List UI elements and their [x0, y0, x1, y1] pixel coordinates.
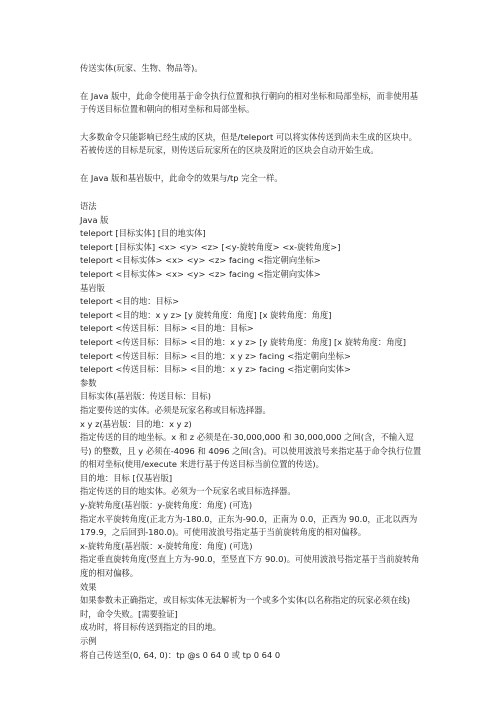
parameter-name: 目的地：目标 [仅基岩版]	[80, 472, 173, 483]
bedrock-syntax-line: teleport <目的地：x y z> [y 旋转角度：角度] [x 旋转角度：角度]	[80, 309, 332, 320]
java-syntax-line: teleport [目标实体] <x> <y> <z> [<y-旋转角度> <x-旋转角度>]	[80, 241, 341, 252]
command-reference	[80, 200, 425, 662]
chunk-generation-paragraph: 大多数命令只能影响已经生成的区块，但是/teleport 可以将实体传送到尚未生成的区块中。若被传送的目标是玩家，则传送后玩家所在的区块及附近的区块会自动开始生成。	[80, 132, 417, 155]
examples-heading: 示例	[80, 636, 97, 646]
bedrock-syntax-line: teleport <传送目标：目标> <目的地：x y z> facing <指定朝向实体>	[80, 364, 351, 375]
intro-paragraph: 传送实体(玩家、生物、物品等)。	[80, 63, 203, 73]
document-body	[80, 62, 425, 662]
parameter-description: 指定要传送的实体。必须是玩家名称或目标选择器。	[80, 404, 271, 415]
bedrock-edition-heading: 基岩版	[80, 282, 105, 293]
parameter-name: x-旋转角度(基岩版：x-旋转角度：角度) (可选)	[80, 540, 253, 551]
parameter-description: 指定传送的目的地坐标。x 和 z 必须是在-30,000,000 和 30,000,000 之间(含，不输入逗号) 的整数，且 y 必须在-4096 和 4096 之间(含)。可以使用波浪号来指定基于命令执行位置的相对坐标(使用/execute 来进行基于传送目标当前位置的传送)。	[80, 432, 422, 470]
tp-alias-paragraph: 在 Java 版和基岩版中，此命令的效果与/tp 完全一样。	[80, 173, 283, 183]
java-edition-heading: Java 版	[80, 214, 109, 225]
parameter-name: x y z(基岩版：目的地：x y z)	[80, 418, 192, 429]
java-syntax-line: teleport <目标实体> <x> <y> <z> facing <指定朝向实体>	[80, 268, 321, 279]
parameter-name: 目标实体(基岩版：传送目标：目标)	[80, 391, 211, 402]
java-syntax-line: teleport <目标实体> <x> <y> <z> facing <指定朝向坐标>	[80, 255, 321, 266]
bedrock-syntax-line: teleport <传送目标：目标> <目的地：x y z> [y 旋转角度：角度] [x 旋转角度：角度]	[80, 336, 407, 347]
effect-description: 如果参数未正确指定，或目标实体无法解析为一个或多个实体(以名称指定的玩家必须在线)时，命令失败。[需要验证]	[80, 595, 411, 619]
parameter-description: 指定垂直旋转角度(竖直上方为-90.0，至竖直下方 90.0)。可使用波浪号指定基于当前旋转角度的相对偏移。	[80, 554, 420, 579]
parameter-description: 指定传送的目的地实体。必须为一个玩家名或目标选择器。	[80, 486, 296, 497]
bedrock-syntax-line: teleport <传送目标：目标> <目的地：目标>	[80, 323, 254, 334]
parameter-description: 指定水平旋转角度(正北方为-180.0，正东为-90.0，正南为 0.0，正西为 90.0，正北以西为 179.9，之后回到-180.0)。可使用波浪号指定基于当前旋转角度的相对偏移。	[80, 513, 418, 538]
java-syntax-line: teleport [目标实体] [目的地实体]	[80, 228, 206, 239]
parameters-heading: 参数	[80, 377, 97, 388]
java-coordinates-paragraph: 在 Java 版中，此命令使用基于命令执行位置和执行朝向的相对坐标和局部坐标，而非使用基于传送目标位置和朝向的相对坐标和局部坐标。	[80, 91, 419, 114]
syntax-heading: 语法	[80, 201, 97, 211]
effects-heading: 效果	[80, 581, 97, 592]
example-line: 将自己传送至(0, 64, 0)：tp @s 0 64 0 或 tp 0 64 0	[80, 649, 281, 660]
bedrock-syntax-line: teleport <目的地：目标>	[80, 296, 180, 307]
effect-description: 成功时，将目标传送到指定的目的地。	[80, 622, 222, 633]
bedrock-syntax-line: teleport <传送目标：目标> <目的地：x y z> facing <指定朝向坐标>	[80, 350, 351, 361]
parameter-name: y-旋转角度(基岩版：y-旋转角度：角度) (可选)	[80, 500, 253, 511]
